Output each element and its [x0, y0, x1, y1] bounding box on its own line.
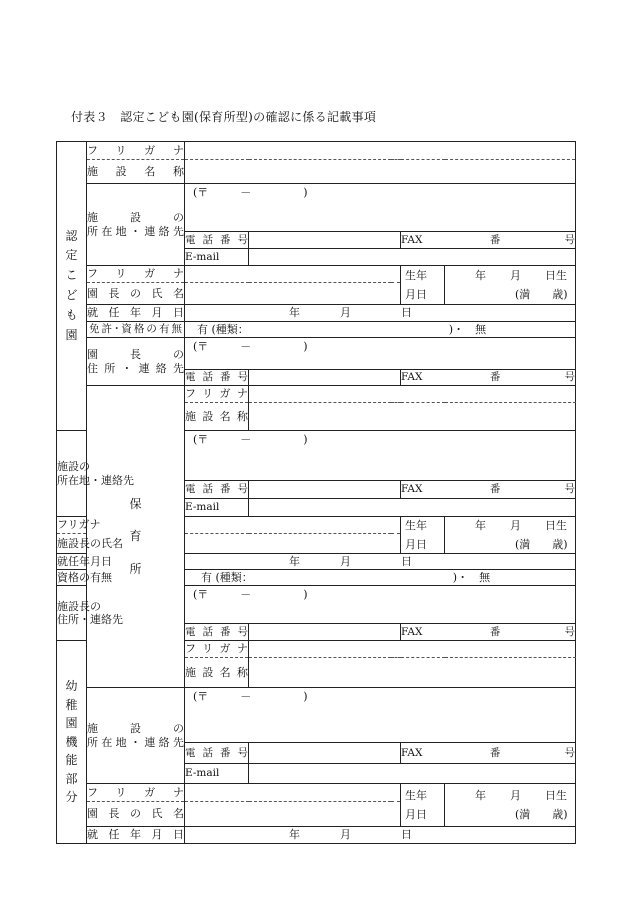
appointment-date-field[interactable]: 年 月 日	[185, 827, 576, 844]
facility-director-furigana-field[interactable]	[185, 517, 401, 534]
license-label: 免許･資格の有無	[87, 322, 185, 338]
facility-director-name-label: 施設長の氏名	[57, 534, 87, 554]
email-label: E-mail	[185, 764, 249, 784]
appointment-date-label: 就任年月日	[87, 305, 185, 322]
facility-location-label: 施設の 所在地・連絡先	[87, 184, 185, 266]
section-label-yochien: 幼稚園機能部分	[57, 641, 87, 844]
facility-location-label: 施設の 所在地・連絡先	[87, 688, 185, 784]
page-title: 付表３ 認定こども園(保育所型)の確認に係る記載事項	[71, 110, 377, 124]
facility-address-field[interactable]: (〒 － )	[185, 431, 576, 481]
section-label-kodomoen: 認定こども園	[57, 142, 87, 431]
fax-label: FAX 番号	[401, 370, 576, 386]
fax-label: FAX 番号	[401, 481, 576, 499]
birth-label: 生年 月日	[401, 517, 445, 554]
license-field[interactable]: 有 (種類： )・ 無	[185, 570, 576, 586]
facility-name-label: 施設名称	[185, 403, 249, 431]
facility-name-label: 施設名称	[87, 160, 185, 184]
phone-field[interactable]	[249, 481, 401, 499]
fax-label: FAX 番号	[401, 232, 576, 249]
furigana-label: フリガナ	[87, 142, 185, 160]
phone-label: 電話番号	[185, 370, 249, 386]
email-label: E-mail	[185, 499, 249, 517]
fax-label: FAX 番号	[401, 624, 576, 641]
director-furigana-field[interactable]	[185, 266, 401, 283]
director-furigana-field[interactable]	[185, 784, 401, 802]
director-name-field[interactable]	[185, 283, 401, 305]
facility-director-address-label: 施設長の 住所・連絡先	[57, 586, 87, 641]
facility-address-field[interactable]: (〒 － )	[185, 184, 576, 232]
license-field[interactable]: 有 (種類： )・ 無	[185, 322, 576, 338]
facility-location-label: 施設の 所在地・連絡先	[57, 431, 87, 517]
email-field[interactable]	[249, 764, 576, 784]
phone-label: 電話番号	[185, 624, 249, 641]
appointment-date-field[interactable]: 年 月 日	[185, 305, 576, 322]
director-name-label: 園長の氏名	[87, 283, 185, 305]
section-label-hoikusho: 保育所	[87, 386, 185, 688]
phone-field[interactable]	[249, 743, 401, 764]
furigana-field[interactable]	[249, 386, 576, 403]
facility-name-field[interactable]	[185, 160, 576, 184]
appointment-date-label: 就任年月日	[87, 827, 185, 844]
facility-name-label: 施設名称	[185, 658, 249, 688]
facility-address-field[interactable]: (〒 － )	[185, 688, 576, 743]
furigana-field[interactable]	[249, 641, 576, 658]
facility-director-phone-field[interactable]	[249, 624, 401, 641]
phone-label: 電話番号	[185, 743, 249, 764]
director-name-label: 園長の氏名	[87, 802, 185, 827]
furigana-label: フリガナ	[87, 266, 185, 283]
phone-field[interactable]	[249, 232, 401, 249]
appointment-date-label: 就任年月日	[57, 554, 112, 568]
email-label: E-mail	[185, 249, 249, 266]
furigana-label: フリガナ	[185, 641, 249, 658]
birth-date-field[interactable]: 年 月 日生 (満 歳)	[445, 266, 576, 305]
birth-date-field[interactable]: 年 月 日生 (満 歳)	[445, 784, 576, 827]
furigana-label: フリガナ	[57, 517, 87, 534]
director-name-field[interactable]	[185, 802, 401, 827]
facility-name-field[interactable]	[249, 658, 576, 688]
fax-label: FAX 番号	[401, 743, 576, 764]
phone-label: 電話番号	[185, 481, 249, 499]
facility-name-field[interactable]	[249, 403, 576, 431]
birth-date-field[interactable]: 年 月 日生 (満 歳)	[445, 517, 576, 554]
email-field[interactable]	[249, 499, 576, 517]
facility-director-address-field[interactable]: (〒 － )	[185, 586, 576, 624]
furigana-label: フリガナ	[87, 784, 185, 802]
phone-label: 電話番号	[185, 232, 249, 249]
application-form-table	[56, 141, 576, 844]
director-address-label: 園長の 住所・連絡先	[87, 338, 185, 386]
furigana-field[interactable]	[185, 142, 576, 160]
birth-label: 生年 月日	[401, 266, 445, 305]
director-phone-field[interactable]	[249, 370, 401, 386]
email-field[interactable]	[249, 249, 576, 266]
furigana-label: フリガナ	[185, 386, 249, 403]
license-label: 資格の有無	[57, 570, 112, 584]
appointment-date-field[interactable]: 年 月 日	[185, 554, 576, 570]
director-address-field[interactable]: (〒 － )	[185, 338, 576, 370]
birth-label: 生年 月日	[401, 784, 445, 827]
facility-director-name-field[interactable]	[185, 534, 401, 554]
